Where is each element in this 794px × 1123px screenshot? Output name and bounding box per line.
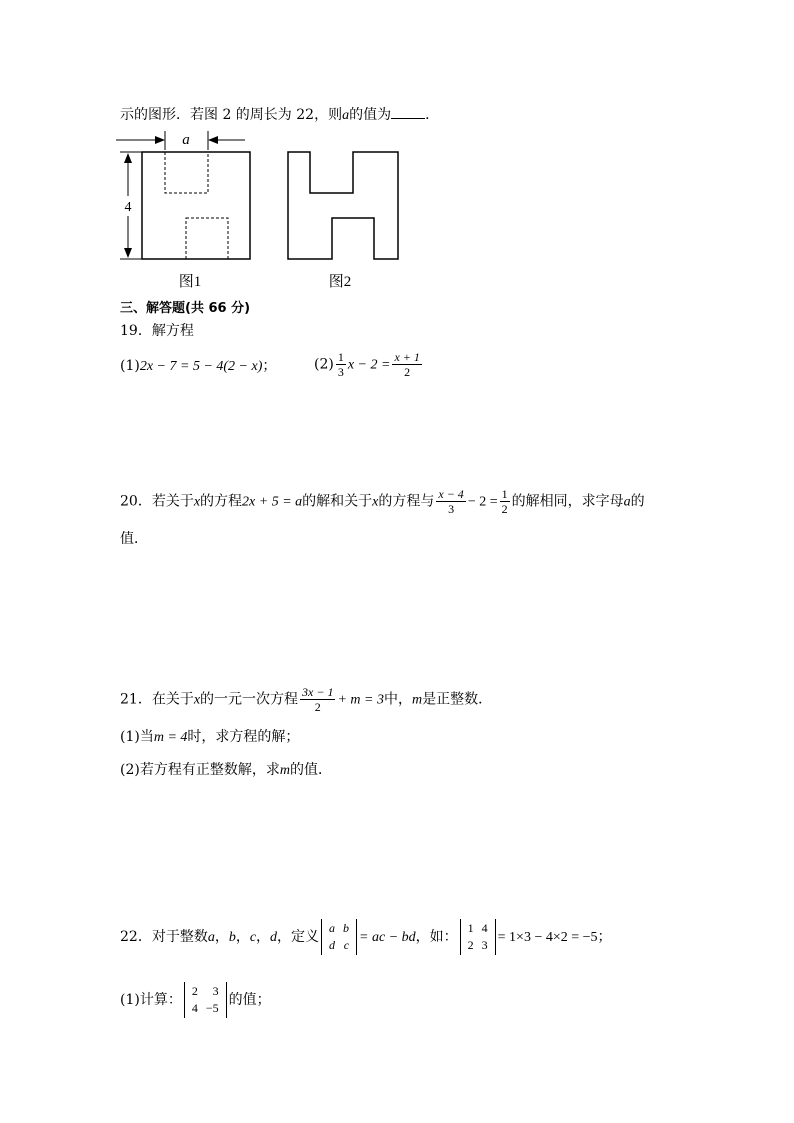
- q20-var-a: a: [623, 494, 631, 510]
- fig1-top-cut: [165, 152, 208, 193]
- dim-h-label: 4: [124, 200, 132, 215]
- q22-p1-end: 的值；: [228, 992, 271, 1008]
- q21-part2: [120, 761, 332, 780]
- q19-p2-fraction: [336, 350, 346, 379]
- q22-example-determinant: [460, 919, 496, 955]
- figure-2: [288, 152, 398, 290]
- frac-denominator: 3: [448, 502, 455, 516]
- fig1-label: 图1: [178, 274, 202, 290]
- q21-equation-rest: + m = 3: [337, 692, 384, 708]
- fig2-outline: [288, 152, 398, 259]
- q21-p1-text: 时，求方程的解；: [187, 729, 300, 745]
- det-cell: −5: [205, 1001, 219, 1015]
- det-cell: a: [329, 921, 336, 935]
- q21-text: 是正整数．: [422, 691, 493, 708]
- q22-var-a: a: [207, 930, 215, 945]
- frac-numerator: x + 1: [394, 350, 420, 364]
- q21-var-x: x: [193, 692, 201, 708]
- det-cell: 4: [191, 1001, 198, 1015]
- q22-line1: [120, 919, 612, 955]
- q19-part2: [314, 350, 424, 379]
- q22-var-c: c: [249, 930, 257, 945]
- q21-lead: 21．在关于: [120, 691, 194, 708]
- frac-denominator: 2: [314, 700, 321, 714]
- q21-p2-end: 的值．: [289, 762, 332, 778]
- q22-part1: [120, 982, 271, 1018]
- det-cell: 3: [212, 984, 219, 998]
- q22-comma: ，: [256, 929, 271, 945]
- q22-p1-determinant: [184, 982, 227, 1018]
- q20-mid: − 2 =: [467, 494, 498, 510]
- det-cell: b: [343, 921, 350, 935]
- q22-var-b: b: [228, 930, 236, 945]
- q22-comma: ，: [214, 929, 229, 945]
- q21-p1-equation: m = 4: [153, 730, 188, 745]
- frac-numerator: 1: [501, 487, 508, 501]
- q19-p2-label: (2): [314, 356, 334, 373]
- q22-comma: ，: [235, 929, 250, 945]
- q19-p1-end: ；: [262, 358, 277, 374]
- fig1-bottom-cut: [186, 218, 228, 259]
- frac-denominator: 3: [337, 365, 344, 379]
- q22-text: ，如：: [415, 929, 458, 945]
- q20-text: 的方程: [200, 493, 243, 510]
- frac-numerator: 1: [337, 350, 344, 364]
- q22-lead: 22．对于整数: [120, 929, 208, 945]
- det-cell: 3: [481, 938, 488, 952]
- q22-def-rhs: = ac − bd: [359, 930, 416, 945]
- q19-title: 19．解方程: [120, 323, 194, 339]
- q21-text: 中，: [384, 691, 412, 708]
- q19-p1-label: (1): [120, 358, 140, 374]
- q21-p1-label: (1)当: [120, 729, 154, 745]
- section-3-heading: 三、解答题(共 66 分): [120, 301, 251, 316]
- q20-equation-1: 2x + 5 = a: [242, 494, 303, 510]
- q21-p2-text: (2)若方程有正整数解，求: [120, 762, 280, 778]
- q22-def-determinant: [321, 919, 357, 955]
- q22-p1-label: (1)计算：: [120, 992, 182, 1008]
- frac-denominator: 2: [501, 502, 508, 516]
- q21-var-m: m: [412, 692, 423, 708]
- q20-lead: 20．若关于: [120, 493, 194, 510]
- q20-text: 的解相同，求字母: [511, 493, 624, 510]
- q18-end: ．: [425, 107, 440, 123]
- q21-var-m: m: [279, 763, 290, 778]
- det-cell: 1: [467, 921, 474, 935]
- det-cell: 4: [481, 921, 488, 935]
- det-cell: d: [329, 938, 336, 952]
- q22-example-rhs: = 1×3 − 4×2 = −5: [497, 930, 598, 945]
- frac-numerator: 3x − 1: [302, 685, 334, 699]
- fig1-outer-rect: [142, 152, 250, 259]
- q20-text: 的方程与: [378, 493, 435, 510]
- q19-p2-rhs-fraction: [392, 350, 421, 379]
- q21-fraction: [300, 685, 335, 714]
- q21-text: 的一元一次方程: [200, 691, 299, 708]
- det-cell: 2: [467, 938, 474, 952]
- q19-part1: [120, 357, 276, 376]
- q20-line1: [120, 487, 645, 516]
- q20-var-x: x: [193, 494, 201, 510]
- q18-var-a: a: [342, 108, 350, 123]
- fig2-label: 图2: [328, 274, 352, 290]
- det-cell: c: [343, 938, 350, 952]
- figure-1: [116, 131, 250, 290]
- q18-text: 示的图形．若图 2 的周长为 22，则: [120, 107, 343, 123]
- q20-fraction-rhs: [500, 487, 510, 516]
- q21-part1: [120, 728, 299, 747]
- q20-text: 的解和关于: [302, 493, 373, 510]
- q22-text: ，定义: [277, 929, 320, 945]
- q19-p2-mid: x − 2 =: [347, 357, 391, 373]
- q22-var-d: d: [270, 930, 278, 945]
- frac-denominator: 2: [404, 365, 411, 379]
- q19-p1-equation: 2x − 7 = 5 − 4(2 − x): [139, 359, 263, 374]
- answer-blank[interactable]: [391, 104, 425, 119]
- frac-numerator: x − 4: [438, 487, 464, 501]
- q22-end: ；: [597, 929, 612, 945]
- det-cell: 2: [191, 984, 198, 998]
- q20-fraction-lhs: [436, 487, 465, 516]
- dim-a-label: a: [182, 132, 190, 148]
- q21-line1: [120, 685, 492, 714]
- q20-var-x: x: [372, 494, 379, 510]
- q20-line2: 值．: [120, 531, 148, 547]
- q18-tail-line: [120, 104, 439, 125]
- q18-figures: [110, 128, 420, 293]
- q18-text-after: 的值为: [349, 107, 392, 123]
- q20-text: 的: [630, 493, 645, 510]
